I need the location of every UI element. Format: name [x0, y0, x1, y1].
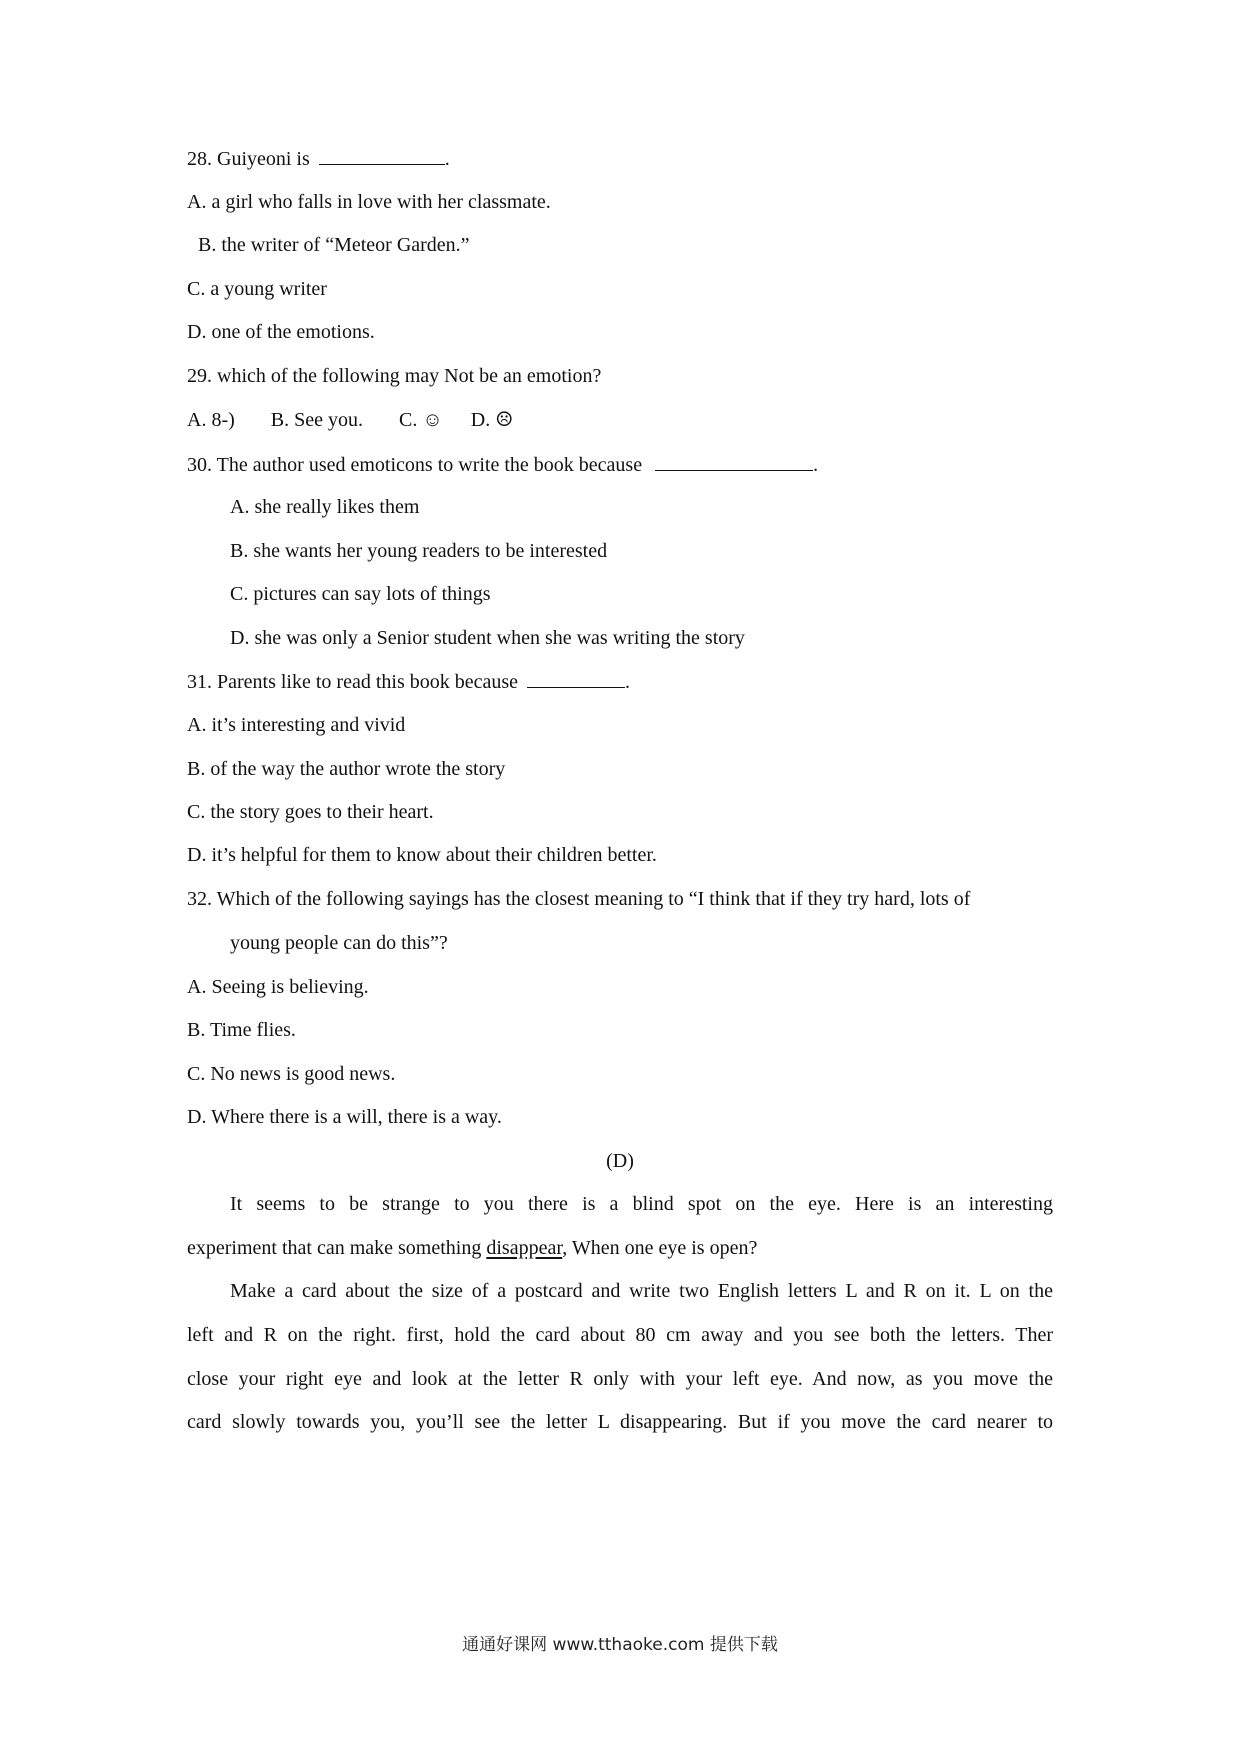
q32-option-d: D. Where there is a will, there is a way.	[187, 1106, 502, 1128]
passage-d-p1-line2-start: experiment that can make something	[187, 1237, 482, 1259]
passage-d-p2-line3: close your right eye and look at the letter R only with your left eye. And now, as you move the	[187, 1368, 1053, 1390]
q30-option-c: C. pictures can say lots of things	[230, 583, 491, 605]
q30-stem	[187, 452, 818, 477]
q32-option-c: C. No news is good news.	[187, 1063, 396, 1085]
q28-stem	[187, 146, 450, 171]
q29-option-b: B. See you.	[270, 409, 363, 431]
q31-option-a: A. it’s interesting and vivid	[187, 714, 406, 736]
q29-stem: 29. which of the following may Not be an emotion?	[187, 365, 602, 387]
q29-option-c: C. ☺	[398, 409, 443, 431]
passage-d-p2-line4: card slowly towards you, you’ll see the letter L disappearing. But if you move the card nearer to	[187, 1411, 1053, 1433]
q30-option-a: A. she really likes them	[230, 496, 420, 518]
q29-option-a: A. 8-)	[187, 409, 235, 431]
q31-option-d: D. it’s helpful for them to know about their children better.	[187, 844, 657, 866]
q28-stem-text: 28. Guiyeoni is	[187, 148, 310, 170]
q28-option-b: B. the writer of “Meteor Garden.”	[198, 234, 470, 256]
q31-option-b: B. of the way the author wrote the story	[187, 758, 506, 780]
passage-d-p2-line1: Make a card about the size of a postcard and write two English letters L and R on it. L on the	[230, 1280, 1053, 1302]
q28-option-d: D. one of the emotions.	[187, 321, 375, 343]
q30-stem-text: 30. The author used emoticons to write the book because	[187, 454, 643, 476]
q31-stem-text: 31. Parents like to read this book because	[187, 671, 519, 693]
q32-option-a: A. Seeing is believing.	[187, 976, 369, 998]
q30-stem-end: .	[813, 454, 819, 476]
q31-option-c: C. the story goes to their heart.	[187, 801, 434, 823]
passage-d-heading: (D)	[606, 1150, 634, 1172]
passage-d-p2-line2: left and R on the right. first, hold the card about 80 cm away and you see both the letters. Ther	[187, 1324, 1053, 1346]
q29-option-d: D. ☹	[470, 409, 514, 431]
q30-answer-blank	[655, 452, 813, 471]
q32-option-b: B. Time flies.	[187, 1019, 296, 1041]
q32-stem-line1: 32. Which of the following sayings has the closest meaning to “I think that if they try hard, lots of	[187, 888, 971, 910]
passage-d-p1-line2	[187, 1236, 757, 1260]
q28-stem-end: .	[444, 148, 450, 170]
underlined-word: disappear	[486, 1237, 563, 1259]
q28-option-c: C. a young writer	[187, 278, 327, 300]
passage-d-p1-line1: It seems to be strange to you there is a blind spot on the eye. Here is an interesting	[230, 1193, 1053, 1215]
page-footer: 通通好课网 www.tthaoke.com 提供下载	[462, 1635, 778, 1655]
q30-option-d: D. she was only a Senior student when she was writing the story	[230, 627, 745, 649]
q31-answer-blank	[527, 669, 625, 688]
q32-stem-line2: young people can do this”?	[230, 932, 448, 954]
q31-stem	[187, 669, 630, 694]
q28-answer-blank	[319, 146, 445, 165]
q31-stem-end: .	[625, 671, 631, 693]
passage-d-p1-line2-end: , When one eye is open?	[562, 1237, 758, 1259]
q29-options	[187, 408, 513, 432]
q28-option-a: A. a girl who falls in love with her classmate.	[187, 191, 551, 213]
q30-option-b: B. she wants her young readers to be interested	[230, 540, 608, 562]
